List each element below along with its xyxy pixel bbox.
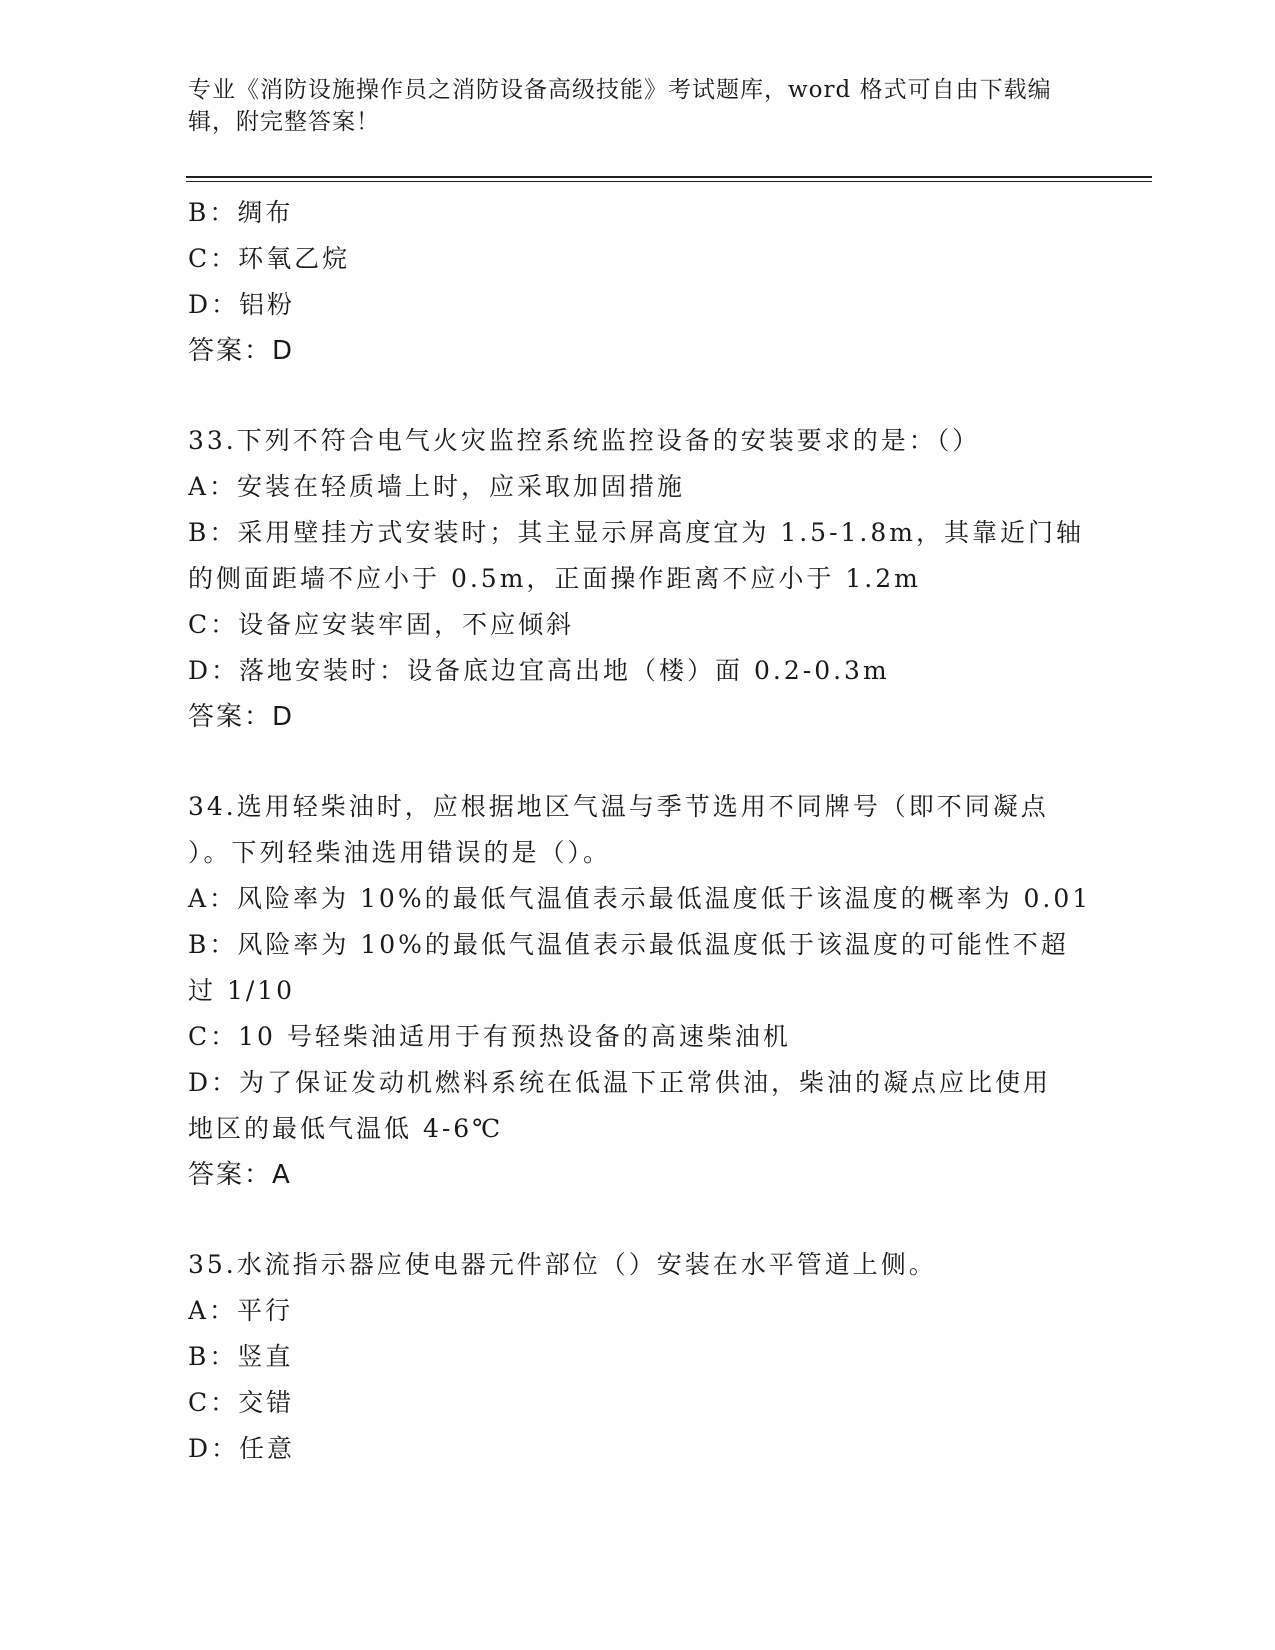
question-35 bbox=[188, 1242, 1088, 1472]
question-stem-continued: ）。下列轻柴油选用错误的是（）。 bbox=[188, 838, 612, 867]
option-c: C：10 号轻柴油适用于有预热设备的高速柴油机 bbox=[188, 1022, 791, 1051]
option-a: A：平行 bbox=[188, 1296, 294, 1325]
option-d: D：铝粉 bbox=[188, 290, 296, 319]
header-line-1: 专业《消防设施操作员之消防设备高级技能》考试题库，word 格式可自由下载编 bbox=[188, 77, 1052, 103]
option-c: C：交错 bbox=[188, 1388, 295, 1417]
spacer bbox=[188, 740, 1088, 784]
option-b-continued: 的侧面距墙不应小于 0.5m，正面操作距离不应小于 1.2m bbox=[188, 564, 921, 593]
question-32-tail bbox=[188, 190, 1088, 374]
spacer bbox=[188, 374, 1088, 418]
option-b: B：风险率为 10%的最低气温值表示最低温度低于该温度的可能性不超 bbox=[188, 930, 1069, 959]
option-a: A：安装在轻质墙上时，应采取加固措施 bbox=[188, 472, 686, 501]
option-c: C：设备应安装牢固，不应倾斜 bbox=[188, 610, 575, 639]
spacer bbox=[188, 1198, 1088, 1242]
option-b: B：竖直 bbox=[188, 1342, 294, 1371]
question-33 bbox=[188, 418, 1088, 740]
option-d-continued: 地区的最低气温低 4-6℃ bbox=[188, 1114, 504, 1143]
header-line-2: 辑，附完整答案！ bbox=[188, 109, 380, 135]
option-d: D：任意 bbox=[188, 1434, 296, 1463]
answer-label: 答案：D bbox=[188, 336, 295, 366]
question-stem: 34.选用轻柴油时，应根据地区气温与季节选用不同牌号（即不同凝点 bbox=[188, 792, 1049, 821]
answer-label: 答案：D bbox=[188, 702, 295, 732]
option-b: B：采用壁挂方式安装时；其主显示屏高度宜为 1.5-1.8m，其靠近门轴 bbox=[188, 518, 1084, 547]
option-a: A：风险率为 10%的最低气温值表示最低温度低于该温度的概率为 0.01 bbox=[188, 884, 1092, 913]
question-stem: 35.水流指示器应使电器元件部位（）安装在水平管道上侧。 bbox=[188, 1250, 937, 1279]
option-c: C：环氧乙烷 bbox=[188, 244, 351, 273]
question-34 bbox=[188, 784, 1092, 1198]
option-b: B：绸布 bbox=[188, 198, 294, 227]
option-b-continued: 过 1/10 bbox=[188, 976, 296, 1005]
option-d: D：为了保证发动机燃料系统在低温下正常供油，柴油的凝点应比使用 bbox=[188, 1068, 1052, 1097]
header-rule-thick bbox=[186, 176, 1152, 178]
question-list bbox=[188, 190, 1092, 1472]
option-d: D：落地安装时：设备底边宜高出地（楼）面 0.2-0.3m bbox=[188, 656, 890, 685]
answer-label: 答案：A bbox=[188, 1160, 292, 1190]
header-rule-thin bbox=[186, 181, 1152, 182]
page-header bbox=[188, 74, 1068, 138]
question-stem: 33.下列不符合电气火灾监控系统监控设备的安装要求的是：（） bbox=[188, 426, 981, 455]
